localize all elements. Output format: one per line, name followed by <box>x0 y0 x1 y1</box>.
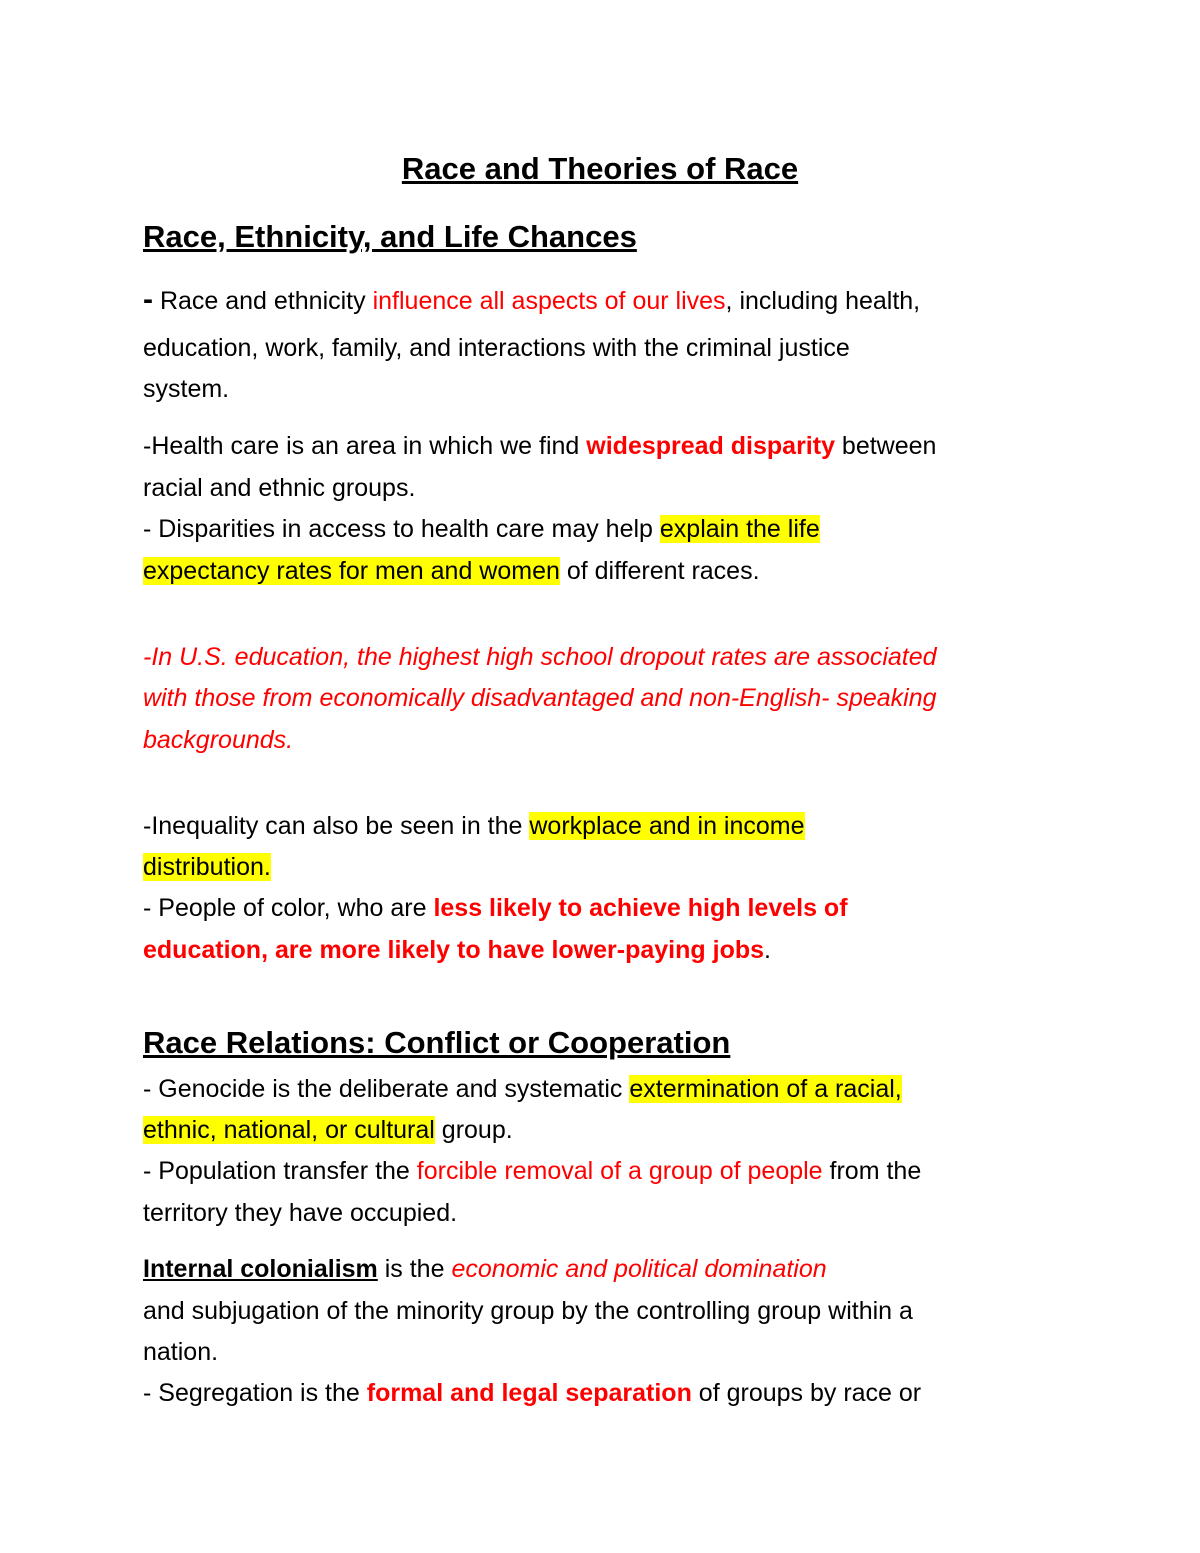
section-heading-race-relations: Race Relations: Conflict or Cooperation <box>143 1025 731 1060</box>
paragraph-line <box>143 1114 513 1146</box>
highlighted-text: expectancy rates for men and women <box>143 557 560 585</box>
paragraph-line: and subjugation of the minority group by the controlling group within a <box>143 1297 913 1325</box>
paragraph-line: backgrounds. <box>143 726 294 754</box>
paragraph-line: nation. <box>143 1338 219 1366</box>
text-span: - Population transfer the <box>143 1157 417 1185</box>
paragraph-line <box>143 810 805 842</box>
text-span: - Segregation is the <box>143 1379 367 1407</box>
highlighted-text: distribution. <box>143 853 271 881</box>
section-heading-life-chances: Race, Ethnicity, and Life Chances <box>143 219 637 254</box>
paragraph-line <box>143 851 271 883</box>
paragraph-line <box>143 513 820 545</box>
text-span: -Inequality can also be seen in the <box>143 812 530 840</box>
red-emphasis: forcible removal of a group of people <box>416 1157 823 1185</box>
document-title: Race and Theories of Race <box>401 151 799 186</box>
highlighted-text: ethnic, national, or cultural <box>143 1116 435 1144</box>
red-bold-emphasis: formal and legal separation <box>366 1379 692 1407</box>
paragraph-line <box>143 934 771 966</box>
red-bold-emphasis: less likely to achieve high levels of <box>433 894 848 922</box>
paragraph-line <box>143 555 760 587</box>
paragraph-line: territory they have occupied. <box>143 1199 458 1227</box>
paragraph-line: racial and ethnic groups. <box>143 474 416 502</box>
paragraph-line <box>143 1155 921 1187</box>
text-span: - Disparities in access to health care may help <box>143 515 660 543</box>
text-span: from the <box>822 1157 922 1185</box>
highlighted-text: extermination of a racial, <box>629 1075 902 1103</box>
text-span: between <box>834 432 937 460</box>
text-span: Race and ethnicity <box>153 287 373 315</box>
red-bold-emphasis: education, are more likely to have lower-paying jobs <box>143 936 765 964</box>
text-span: , including health, <box>725 287 921 315</box>
paragraph-line <box>143 1073 902 1105</box>
paragraph-line: system. <box>143 375 230 403</box>
red-italic-emphasis: economic and political domination <box>451 1255 827 1283</box>
text-span: - People of color, who are <box>143 894 434 922</box>
paragraph-line <box>143 1377 921 1409</box>
text-span: . <box>764 936 771 964</box>
text-span: group. <box>434 1116 513 1144</box>
text-span: - Genocide is the deliberate and systematic <box>143 1075 630 1103</box>
highlighted-text: workplace and in income <box>529 812 805 840</box>
dash-bullet: - <box>143 283 153 316</box>
paragraph-line: with those from economically disadvantaged and non-English- speaking <box>143 684 937 712</box>
red-emphasis: influence all aspects of our lives <box>372 287 726 315</box>
paragraph-line <box>143 1253 827 1285</box>
key-term: Internal colonialism <box>143 1255 378 1283</box>
paragraph-line <box>143 284 920 317</box>
paragraph-line: education, work, family, and interactions with the criminal justice <box>143 334 850 362</box>
text-span: of different races. <box>559 557 760 585</box>
red-bold-emphasis: widespread disparity <box>586 432 835 460</box>
text-span: -Health care is an area in which we find <box>143 432 587 460</box>
paragraph-line <box>143 892 848 924</box>
paragraph-line <box>143 430 936 462</box>
text-span: is the <box>377 1255 452 1283</box>
text-span: of groups by race or <box>691 1379 922 1407</box>
highlighted-text: explain the life <box>659 515 820 543</box>
paragraph-line: -In U.S. education, the highest high school dropout rates are associated <box>143 643 937 671</box>
